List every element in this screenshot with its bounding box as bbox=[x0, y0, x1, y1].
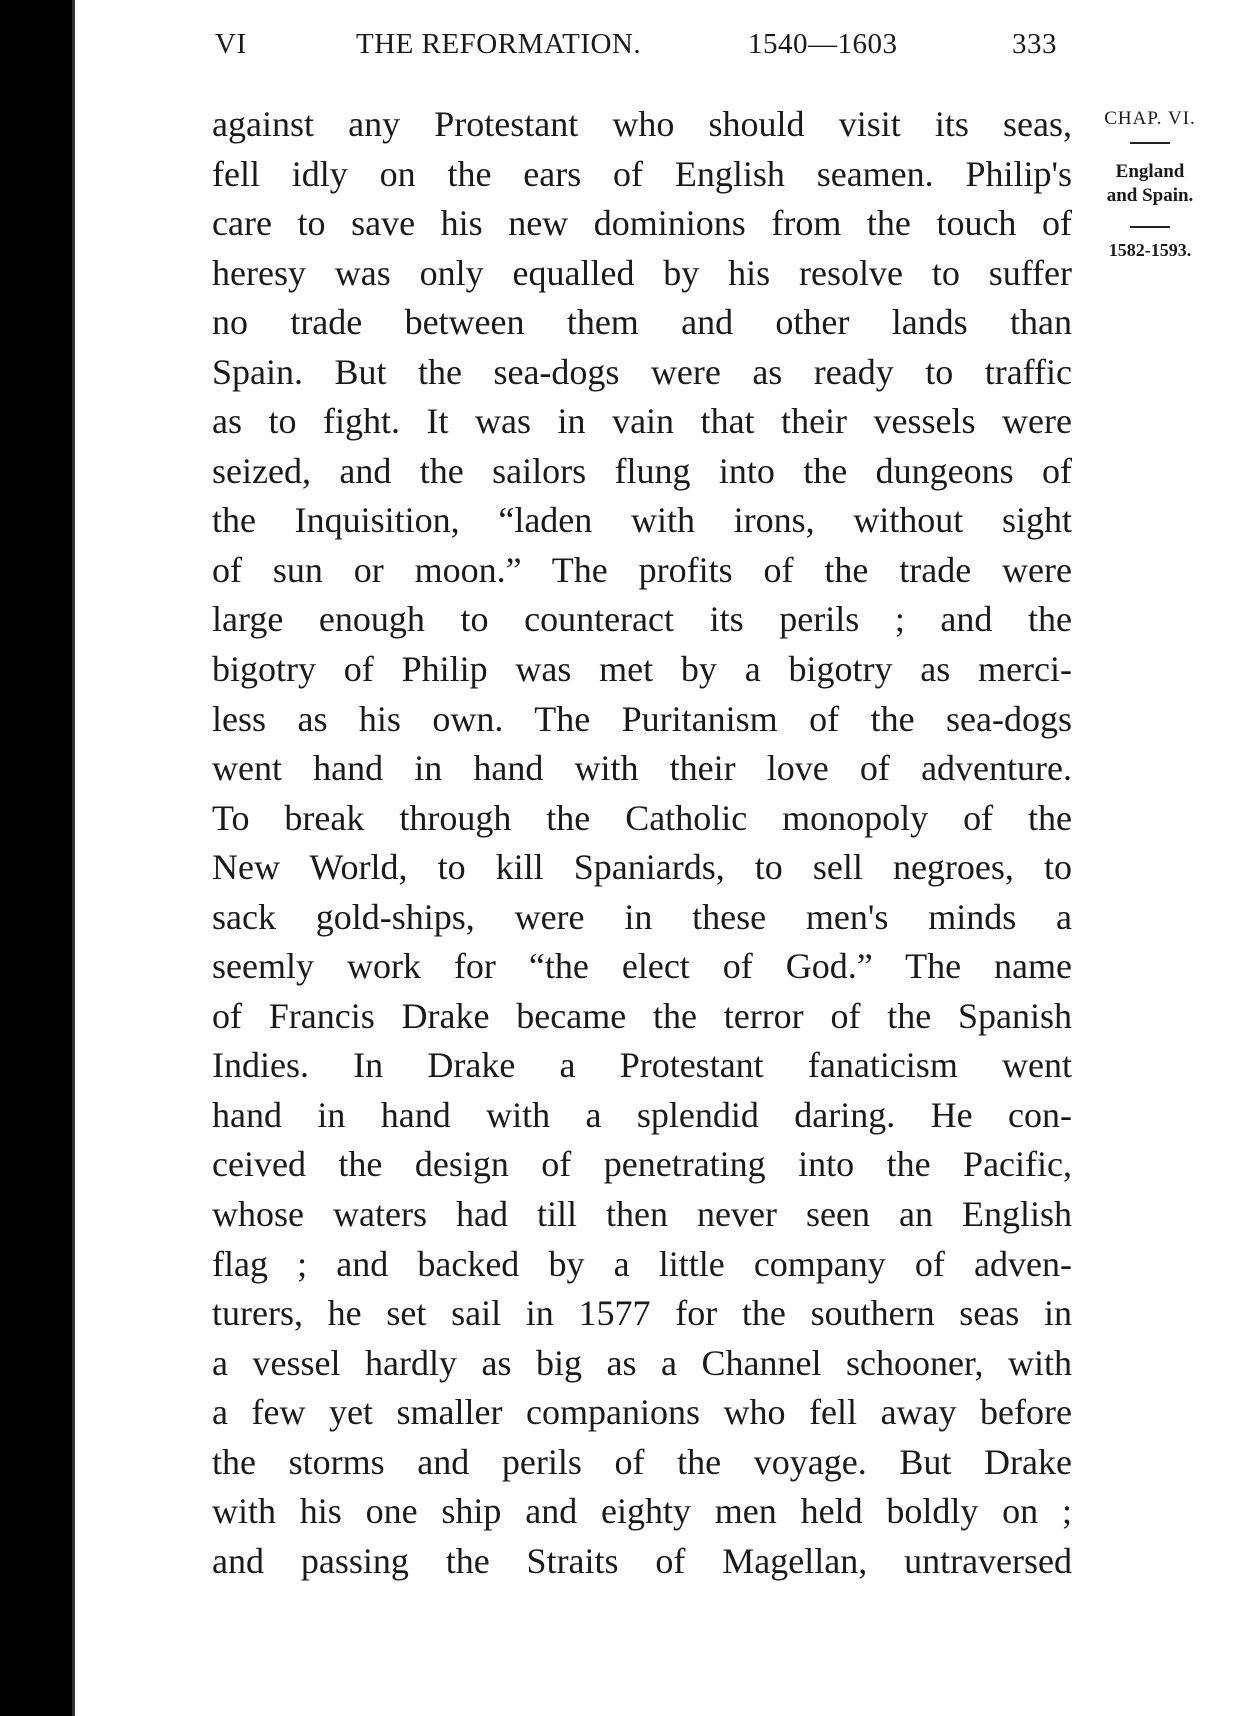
running-head bbox=[215, 28, 1075, 68]
text-line: went hand in hand with their love of adventure. bbox=[212, 748, 1072, 789]
margin-note-topic-line2: and Spain. bbox=[1106, 185, 1194, 206]
text-line: turers, he set sail in 1577 for the southern seas in bbox=[212, 1293, 1072, 1334]
page-number: 333 bbox=[1012, 28, 1057, 60]
text-line: heresy was only equalled by his resolve to suffer bbox=[212, 252, 1072, 293]
margin-note-rule bbox=[1130, 142, 1170, 144]
text-line: bigotry of Philip was met by a bigotry as merci- bbox=[212, 649, 1072, 690]
text-line: fell idly on the ears of English seamen. Philip's bbox=[212, 153, 1072, 194]
text-line: a vessel hardly as big as a Channel schooner, with bbox=[212, 1342, 1072, 1383]
text-line: less as his own. The Puritanism of the sea-dogs bbox=[212, 698, 1072, 739]
text-line: the Inquisition, “laden with irons, without sight bbox=[212, 500, 1072, 541]
text-line: seemly work for “the elect of God.” The name bbox=[212, 946, 1072, 987]
margin-note-topic bbox=[1090, 160, 1210, 208]
body-text bbox=[212, 100, 1072, 1586]
text-line: of sun or moon.” The profits of the trade were bbox=[212, 549, 1072, 590]
text-line: with his one ship and eighty men held boldly on ; bbox=[212, 1491, 1072, 1532]
text-line: whose waters had till then never seen an English bbox=[212, 1194, 1072, 1235]
margin-note-rule bbox=[1130, 226, 1170, 228]
text-line: New World, to kill Spaniards, to sell negroes, to bbox=[212, 847, 1072, 888]
running-head-years: 1540—1603 bbox=[748, 28, 898, 60]
margin-note-years: 1582-1593. bbox=[1108, 240, 1192, 260]
text-line: and passing the Straits of Magellan, untraversed bbox=[212, 1540, 1072, 1581]
text-line: the storms and perils of the voyage. But Drake bbox=[212, 1441, 1072, 1482]
margin-note-chapter: CHAP. VI. bbox=[1104, 108, 1196, 129]
text-line: Indies. In Drake a Protestant fanaticism went bbox=[212, 1045, 1072, 1086]
text-line: seized, and the sailors flung into the dungeons of bbox=[212, 450, 1072, 491]
text-line: against any Protestant who should visit its seas, bbox=[212, 104, 1072, 144]
text-line: large enough to counteract its perils ; and the bbox=[212, 599, 1072, 640]
text-line: as to fight. It was in vain that their vessels were bbox=[212, 401, 1072, 442]
running-head-chapter: VI bbox=[215, 28, 247, 60]
text-line: To break through the Catholic monopoly of the bbox=[212, 797, 1072, 838]
text-line: ceived the design of penetrating into the Pacific, bbox=[212, 1144, 1072, 1185]
running-head-title: THE REFORMATION. bbox=[356, 28, 642, 60]
text-line: flag ; and backed by a little company of adven- bbox=[212, 1243, 1072, 1284]
margin-note-topic-line1: England bbox=[1115, 161, 1185, 182]
text-line: hand in hand with a splendid daring. He con- bbox=[212, 1094, 1072, 1135]
text-line: sack gold-ships, were in these men's minds a bbox=[212, 896, 1072, 937]
text-line: no trade between them and other lands than bbox=[212, 302, 1072, 343]
text-line: of Francis Drake became the terror of the Spanish bbox=[212, 995, 1072, 1036]
text-line: care to save his new dominions from the touch of bbox=[212, 203, 1072, 244]
scan-binding-edge bbox=[0, 0, 75, 1716]
text-line: a few yet smaller companions who fell away before bbox=[212, 1392, 1072, 1433]
text-line: Spain. But the sea-dogs were as ready to traffic bbox=[212, 351, 1072, 392]
